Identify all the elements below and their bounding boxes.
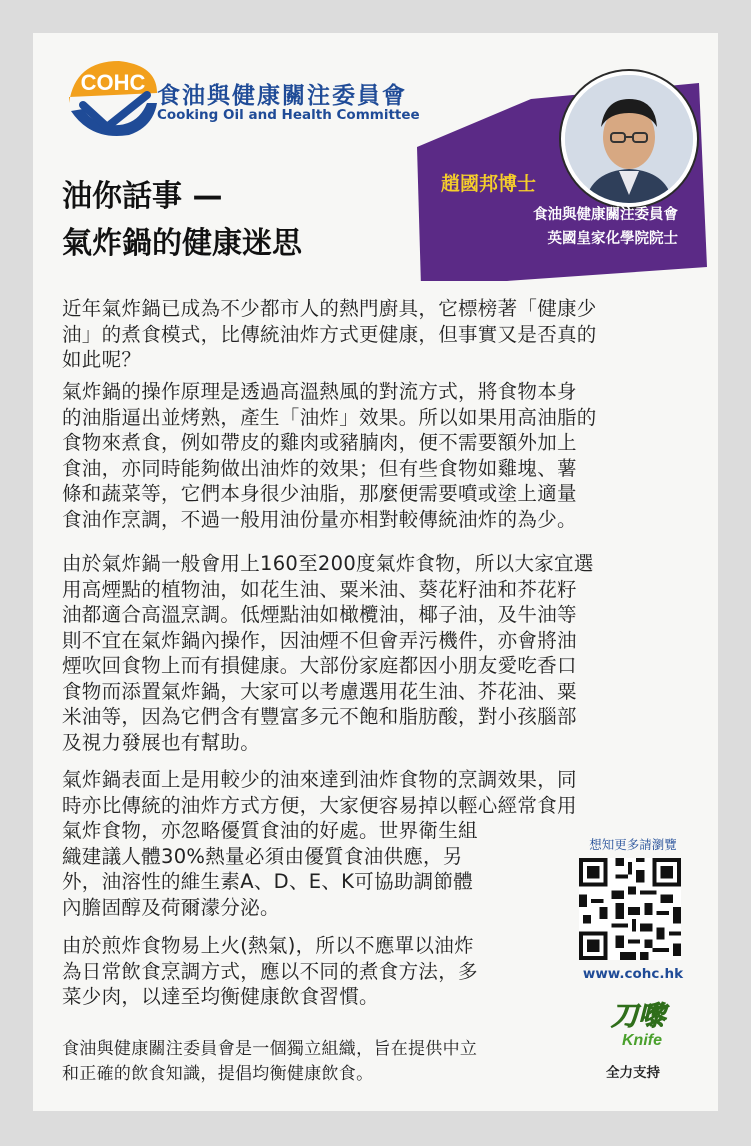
paragraph-4 <box>62 767 577 920</box>
text-line: 由於煎炸食物易上火(熱氣)，所以不應單以油炸 <box>62 934 474 957</box>
paragraph-5 <box>62 933 478 1010</box>
title-line-1: 油你話事 — <box>62 179 223 214</box>
text-line: 油都適合高溫烹調。低煙點油如橄欖油，椰子油，及牛油等 <box>62 603 577 626</box>
text-line: 食油作烹調，不過一般用油份量亦相對較傳統油炸的為少。 <box>62 507 577 531</box>
text-line: 米油等，因為它們含有豐富多元不飽和脂肪酸，對小孩腦部 <box>62 705 577 728</box>
text-line: 煙吹回食物上而有損健康。大部份家庭都因小朋友愛吃香口 <box>62 654 577 677</box>
text-line: 內膽固醇及荷爾濛分泌。 <box>62 895 280 919</box>
knife-brand-logo <box>598 995 678 1053</box>
knife-logo-zh: 刀嚟 <box>611 1001 665 1032</box>
paragraph-2 <box>62 379 597 532</box>
text-line: 由於氣炸鍋一般會用上160至200度氣炸食物，所以大家宜選 <box>62 552 594 575</box>
text-line: 近年氣炸鍋已成為不少都市人的熱門廚具，它標榜著「健康少 <box>62 297 597 320</box>
text-line: 食物而添置氣炸鍋，大家可以考慮選用花生油、芥花油、粟 <box>62 679 577 703</box>
text-line: 外，油溶性的維生素A、D、E、K可協助調節體 <box>62 870 474 893</box>
text-line: 食油，亦同時能夠做出油炸的效果；但有些食物如雞塊、薯 <box>62 456 577 480</box>
author-photo <box>561 71 697 207</box>
support-label: 全力支持 <box>606 1065 660 1081</box>
title-line-2: 氣炸鍋的健康迷思 <box>62 226 302 261</box>
text-line: 氣炸鍋表面上是用較少的油來達到油炸食物的烹調效果，同 <box>62 768 577 791</box>
text-line: 油」的煮食模式，比傳統油炸方式更健康，但事實又是否真的 <box>62 322 597 346</box>
text-line: 用高煙點的植物油，如花生油、粟米油、葵花籽油和芥花籽 <box>62 577 577 601</box>
text-line: 為日常飲食烹調方式，應以不同的煮食方法，多 <box>62 959 478 983</box>
author-role-1: 食油與健康關注委員會 <box>533 207 678 223</box>
text-line: 則不宜在氣炸鍋內操作，因油煙不但會弄污機件，亦會將油 <box>62 628 577 652</box>
article-title <box>62 173 302 267</box>
text-line: 氣炸鍋的操作原理是透過高溫熱風的對流方式，將食物本身 <box>62 380 577 403</box>
text-line: 和正確的飲食知識，提倡均衡健康飲食。 <box>62 1064 374 1084</box>
author-role-2: 英國皇家化學院院士 <box>547 231 678 247</box>
text-line: 如此呢？ <box>62 348 142 371</box>
text-line: 及視力發展也有幫助。 <box>62 730 261 754</box>
paragraph-3 <box>62 551 594 755</box>
more-info-label: 想知更多請瀏覽 <box>589 837 677 852</box>
text-line: 時亦比傳統的油炸方式方便，大家便容易掉以輕心經常食用 <box>62 793 577 817</box>
paragraph-1 <box>62 296 597 373</box>
website-link[interactable]: www.cohc.hk <box>582 966 684 982</box>
cohc-logo <box>61 53 161 143</box>
knife-logo-en: Knife <box>622 1032 662 1049</box>
text-line: 食物來煮食，例如帶皮的雞肉或豬腩肉，便不需要額外加上 <box>62 431 577 454</box>
org-name-en: Cooking Oil and Health Committee <box>157 107 420 123</box>
text-line: 條和蔬菜等，它們本身很少油脂，那麼便需要噴或塗上適量 <box>62 482 577 505</box>
text-line: 織建議人體30%熱量必須由優質食油供應，另 <box>62 844 463 868</box>
logo-text: COHC <box>80 70 146 95</box>
article-card <box>33 33 718 1111</box>
text-line: 的油脂逼出並烤熟，產生「油炸」效果。所以如果用高油脂的 <box>62 405 597 429</box>
qr-code[interactable] <box>579 858 681 960</box>
footer-note <box>62 1037 477 1087</box>
text-line: 氣炸食物，亦忽略優質食油的好處。世界衛生組 <box>62 819 478 842</box>
text-line: 菜少肉，以達至均衡健康飲食習慣。 <box>62 985 379 1008</box>
org-name-zh: 食油與健康關注委員會 <box>157 83 407 109</box>
author-name: 趙國邦博士 <box>441 173 537 195</box>
text-line: 食油與健康關注委員會是一個獨立組織，旨在提供中立 <box>62 1039 478 1059</box>
